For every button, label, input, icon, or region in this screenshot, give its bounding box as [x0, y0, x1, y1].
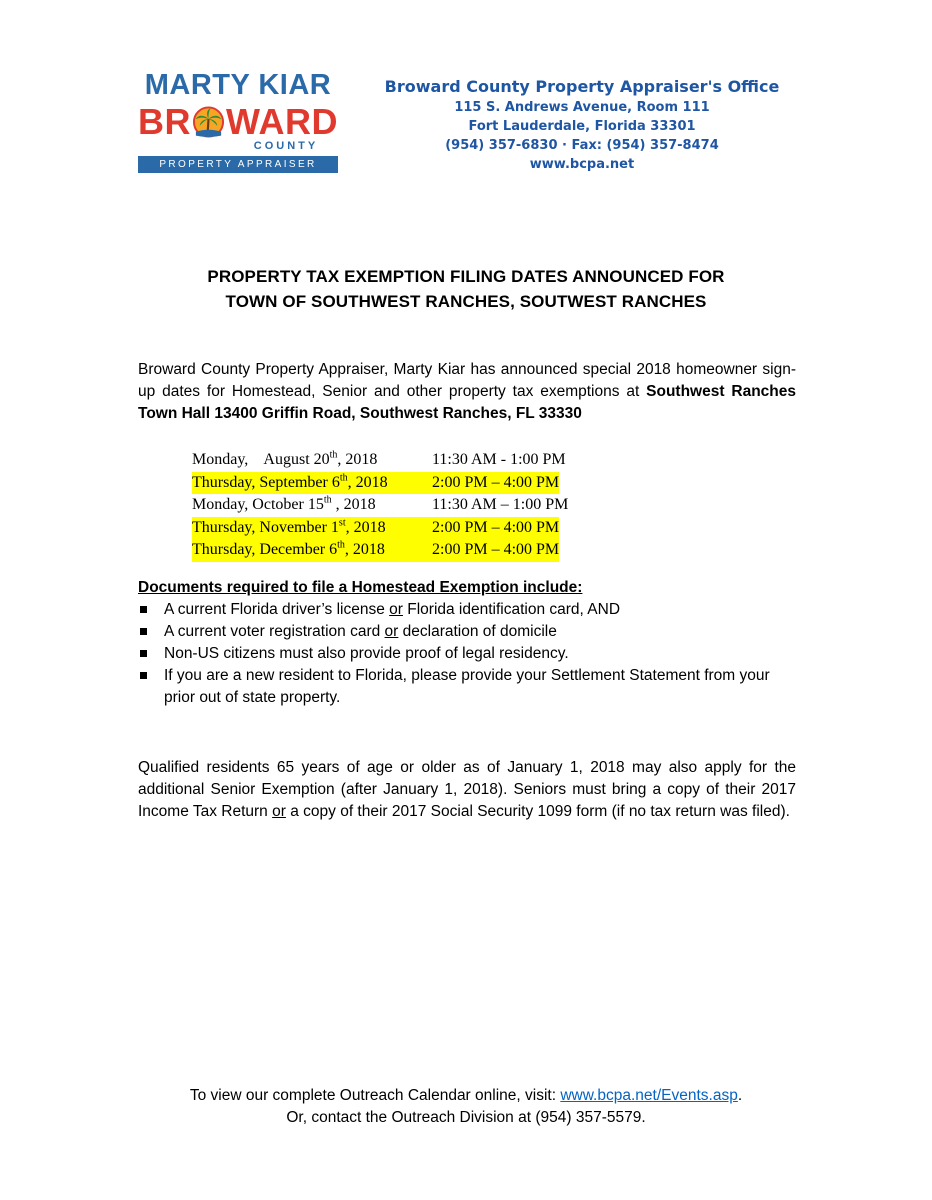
footer-line2: Or, contact the Outreach Division at (954) 357-5579.: [286, 1109, 646, 1126]
title-line2: TOWN OF SOUTHWEST RANCHES, SOUTWEST RANCHES: [225, 292, 707, 311]
broward-logo: [138, 68, 338, 174]
logo-brand: [138, 102, 338, 142]
intro-paragraph: [138, 359, 796, 425]
footer-line1-pre: To view our complete Outreach Calendar online, visit:: [189, 1087, 561, 1104]
schedule-list: [192, 449, 568, 562]
schedule-day: Monday, October 15th , 2018: [192, 494, 376, 513]
schedule-time: 11:30 AM – 1:00 PM: [432, 496, 569, 513]
office-title: Broward County Property Appraiser's Office: [384, 77, 780, 96]
footer: [90, 1085, 842, 1129]
schedule-day: Thursday, November 1st, 2018: [192, 517, 432, 540]
logo-brand-left: BR: [138, 101, 191, 142]
schedule-row: [192, 539, 568, 562]
footer-line1-post: .: [737, 1087, 743, 1104]
document-item-text: A current Florida driver’s license: [164, 601, 390, 618]
documents-heading: Documents required to file a Homestead Exemption include:: [138, 579, 583, 596]
office-address2: Fort Lauderdale, Florida 33301: [468, 119, 696, 134]
schedule-row: [192, 494, 568, 517]
document-item: [138, 643, 798, 665]
document-item: [138, 621, 798, 643]
schedule-time: 2:00 PM – 4:00 PM: [432, 517, 559, 540]
logo-name: MARTY KIAR: [144, 69, 332, 101]
seniors-text-a: Qualified residents 65 years of age or older as of January 1, 2018 may also apply for the additional Senior Exemption (after January 1, 2018). Seniors must bring a copy of their 2017 Income Tax Return: [138, 759, 796, 820]
document-item-text: or: [384, 623, 399, 640]
schedule-day: Thursday, December 6th, 2018: [192, 539, 432, 562]
schedule-row: [192, 449, 568, 472]
seniors-paragraph: [138, 757, 796, 823]
logo-county: COUNTY: [253, 140, 319, 152]
square-bullet-icon: [140, 672, 147, 679]
square-bullet-icon: [140, 606, 147, 613]
footer-line1: [90, 1085, 842, 1107]
events-link[interactable]: www.bcpa.net/Events.asp: [560, 1087, 738, 1104]
schedule-time: 2:00 PM – 4:00 PM: [432, 472, 559, 495]
office-header: [362, 76, 802, 174]
document-title: [90, 264, 842, 314]
office-address1: 115 S. Andrews Avenue, Room 111: [454, 100, 710, 115]
document-item-text: declaration of domicile: [398, 623, 557, 640]
document-item-text: If you are a new resident to Florida, please provide your Settlement Statement from your prior out of state property.: [164, 667, 770, 706]
square-bullet-icon: [140, 650, 147, 657]
office-web: www.bcpa.net: [529, 157, 635, 172]
square-bullet-icon: [140, 628, 147, 635]
document-item-text: A current voter registration card: [164, 623, 385, 640]
document-item-text: Florida identification card, AND: [402, 601, 621, 618]
intro-location: Southwest Ranches Town Hall 13400 Griffin Road, Southwest Ranches, FL 33330: [138, 383, 796, 422]
schedule-time: 2:00 PM – 4:00 PM: [432, 539, 559, 562]
document-item: [138, 599, 798, 621]
schedule-day: Monday, August 20th, 2018: [192, 449, 378, 468]
seniors-or: or: [272, 803, 286, 820]
schedule-row: [192, 517, 568, 540]
seniors-text-b: a copy of their 2017 Social Security 1099 form (if no tax return was filed).: [285, 803, 790, 820]
logo-brand-right: WARD: [226, 101, 338, 142]
document-item-text: or: [389, 601, 403, 618]
schedule-day: Thursday, September 6th, 2018: [192, 472, 432, 495]
logo-bar: PROPERTY APPRAISER: [138, 156, 338, 173]
palm-tree-sun-icon: [192, 105, 225, 139]
schedule-time: 11:30 AM - 1:00 PM: [432, 451, 566, 468]
intro-text: Broward County Property Appraiser, Marty Kiar has announced special 2018 homeowner sign-up dates for Homestead, Senior and other property tax exemptions at: [138, 361, 796, 400]
title-line1: PROPERTY TAX EXEMPTION FILING DATES ANNOUNCED FOR: [207, 267, 725, 286]
schedule-row: [192, 472, 568, 495]
documents-list: [138, 599, 798, 709]
document-item: [138, 665, 798, 709]
document-item-text: Non-US citizens must also provide proof of legal residency.: [164, 645, 569, 662]
office-phone: (954) 357-6830 · Fax: (954) 357-8474: [445, 138, 719, 153]
